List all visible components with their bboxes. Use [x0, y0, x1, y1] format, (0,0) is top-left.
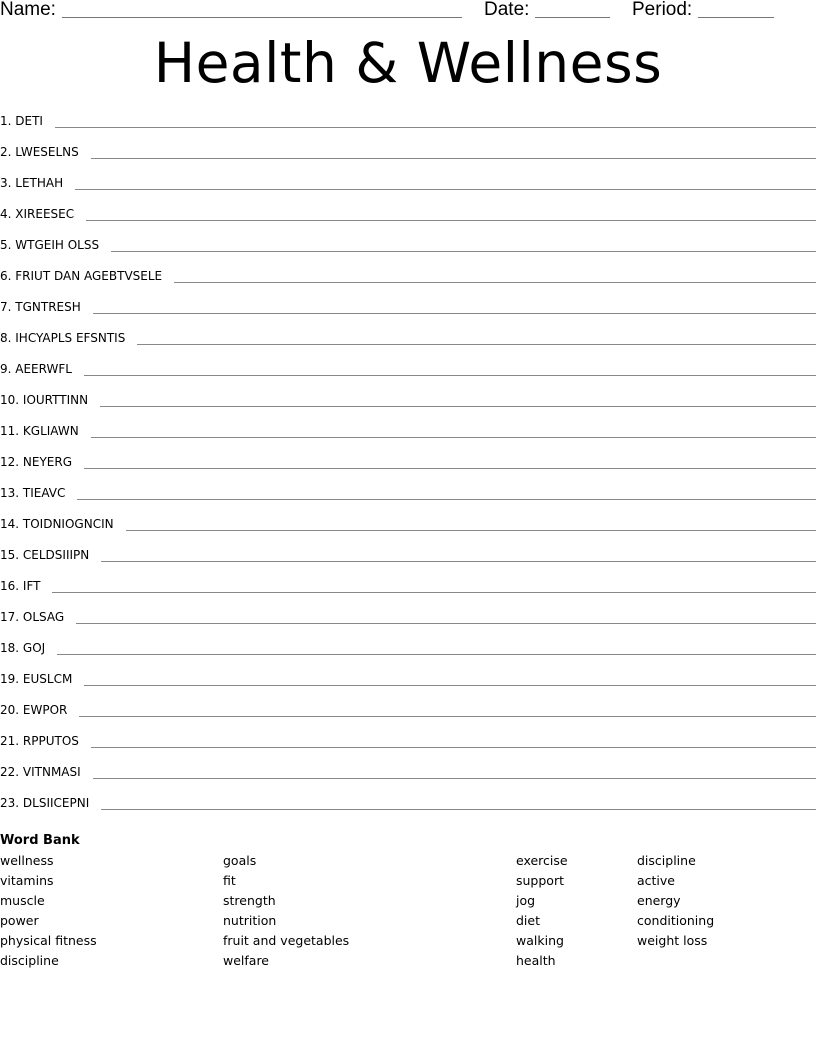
word-bank-item: fit	[223, 873, 236, 888]
answer-line[interactable]	[84, 375, 816, 376]
question-text: 15. CELDSIIIPN	[0, 548, 90, 562]
question-row	[0, 296, 816, 327]
page-title: Health & Wellness	[153, 31, 663, 95]
question-text: 16. IFT	[0, 579, 41, 593]
word-bank-item: conditioning	[637, 913, 715, 928]
answer-line[interactable]	[84, 685, 816, 686]
word-bank-item: health	[516, 953, 556, 968]
word-bank-item: power	[0, 913, 39, 928]
answer-line[interactable]	[76, 623, 816, 624]
answer-line[interactable]	[55, 127, 816, 128]
word-bank-item: discipline	[0, 953, 59, 968]
question-text: 17. OLSAG	[0, 610, 65, 624]
question-row	[0, 203, 816, 234]
answer-line[interactable]	[91, 158, 816, 159]
answer-line[interactable]	[91, 747, 816, 748]
question-text: 23. DLSIICEPNI	[0, 796, 90, 810]
word-bank-title: Word Bank	[0, 833, 80, 848]
answer-line[interactable]	[137, 344, 816, 345]
question-text: 14. TOIDNIOGNCIN	[0, 517, 114, 531]
word-bank-item: energy	[637, 893, 681, 908]
word-bank-column	[223, 851, 349, 971]
answer-line[interactable]	[77, 499, 816, 500]
question-text: 2. LWESELNS	[0, 145, 79, 159]
word-bank-item: vitamins	[0, 873, 54, 888]
answer-line[interactable]	[86, 220, 816, 221]
word-bank-item: support	[516, 873, 564, 888]
word-bank-item: strength	[223, 893, 276, 908]
question-row	[0, 513, 816, 544]
word-bank-item: welfare	[223, 953, 270, 968]
question-row	[0, 606, 816, 637]
word-bank-columns	[0, 851, 816, 981]
question-row	[0, 544, 816, 575]
question-row	[0, 265, 816, 296]
name-label: Name:	[0, 0, 56, 20]
question-row	[0, 358, 816, 389]
question-row	[0, 792, 816, 823]
question-row	[0, 575, 816, 606]
question-text: 5. WTGEIH OLSS	[0, 238, 100, 252]
question-row	[0, 482, 816, 513]
question-row	[0, 451, 816, 482]
date-field[interactable]	[535, 17, 610, 18]
answer-line[interactable]	[52, 592, 816, 593]
word-bank-column	[637, 851, 714, 951]
question-text: 18. GOJ	[0, 641, 46, 655]
word-bank	[0, 831, 816, 981]
word-bank-column	[516, 851, 568, 971]
question-text: 19. EUSLCM	[0, 672, 73, 686]
answer-line[interactable]	[91, 437, 816, 438]
word-bank-item: discipline	[637, 853, 696, 868]
question-row	[0, 389, 816, 420]
question-row	[0, 637, 816, 668]
word-bank-column	[0, 851, 97, 971]
period-field[interactable]	[698, 17, 774, 18]
word-bank-item: active	[637, 873, 675, 888]
answer-line[interactable]	[84, 468, 816, 469]
answer-line[interactable]	[111, 251, 816, 252]
answer-line[interactable]	[93, 778, 816, 779]
question-row	[0, 141, 816, 172]
header	[0, 0, 816, 24]
question-text: 21. RPPUTOS	[0, 734, 79, 748]
name-field[interactable]	[62, 17, 462, 18]
question-text: 8. IHCYAPLS EFSNTIS	[0, 331, 126, 345]
word-bank-item: exercise	[516, 853, 568, 868]
word-bank-item: fruit and vegetables	[223, 933, 350, 948]
question-text: 10. IOURTTINN	[0, 393, 89, 407]
answer-line[interactable]	[101, 561, 816, 562]
question-row	[0, 172, 816, 203]
word-bank-item: goals	[223, 853, 257, 868]
word-bank-item: muscle	[0, 893, 45, 908]
word-bank-item: nutrition	[223, 913, 277, 928]
answer-line[interactable]	[57, 654, 816, 655]
question-row	[0, 327, 816, 358]
question-text: 3. LETHAH	[0, 176, 64, 190]
answer-line[interactable]	[126, 530, 816, 531]
answer-line[interactable]	[75, 189, 816, 190]
question-row	[0, 699, 816, 730]
answer-line[interactable]	[174, 282, 816, 283]
question-text: 12. NEYERG	[0, 455, 73, 469]
question-text: 13. TIEAVC	[0, 486, 66, 500]
question-text: 20. EWPOR	[0, 703, 68, 717]
word-bank-item: weight loss	[637, 933, 708, 948]
answer-line[interactable]	[100, 406, 816, 407]
date-label: Date:	[484, 0, 530, 20]
period-label: Period:	[632, 0, 693, 20]
answer-line[interactable]	[101, 809, 816, 810]
word-bank-item: walking	[516, 933, 564, 948]
question-text: 7. TGNTRESH	[0, 300, 81, 314]
word-bank-item: diet	[516, 913, 540, 928]
question-text: 6. FRIUT DAN AGEBTVSELE	[0, 269, 163, 283]
question-row	[0, 110, 816, 141]
question-row	[0, 761, 816, 792]
question-text: 11. KGLIAWN	[0, 424, 79, 438]
question-text: 1. DETI	[0, 114, 43, 128]
question-list	[0, 110, 816, 823]
word-bank-item: wellness	[0, 853, 54, 868]
question-row	[0, 730, 816, 761]
word-bank-item: jog	[516, 893, 536, 908]
word-bank-item: physical fitness	[0, 933, 97, 948]
question-text: 4. XIREESEC	[0, 207, 75, 221]
answer-line[interactable]	[79, 716, 816, 717]
question-row	[0, 668, 816, 699]
answer-line[interactable]	[93, 313, 816, 314]
question-row	[0, 420, 816, 451]
question-text: 9. AEERWFL	[0, 362, 72, 376]
question-text: 22. VITNMASI	[0, 765, 81, 779]
question-row	[0, 234, 816, 265]
